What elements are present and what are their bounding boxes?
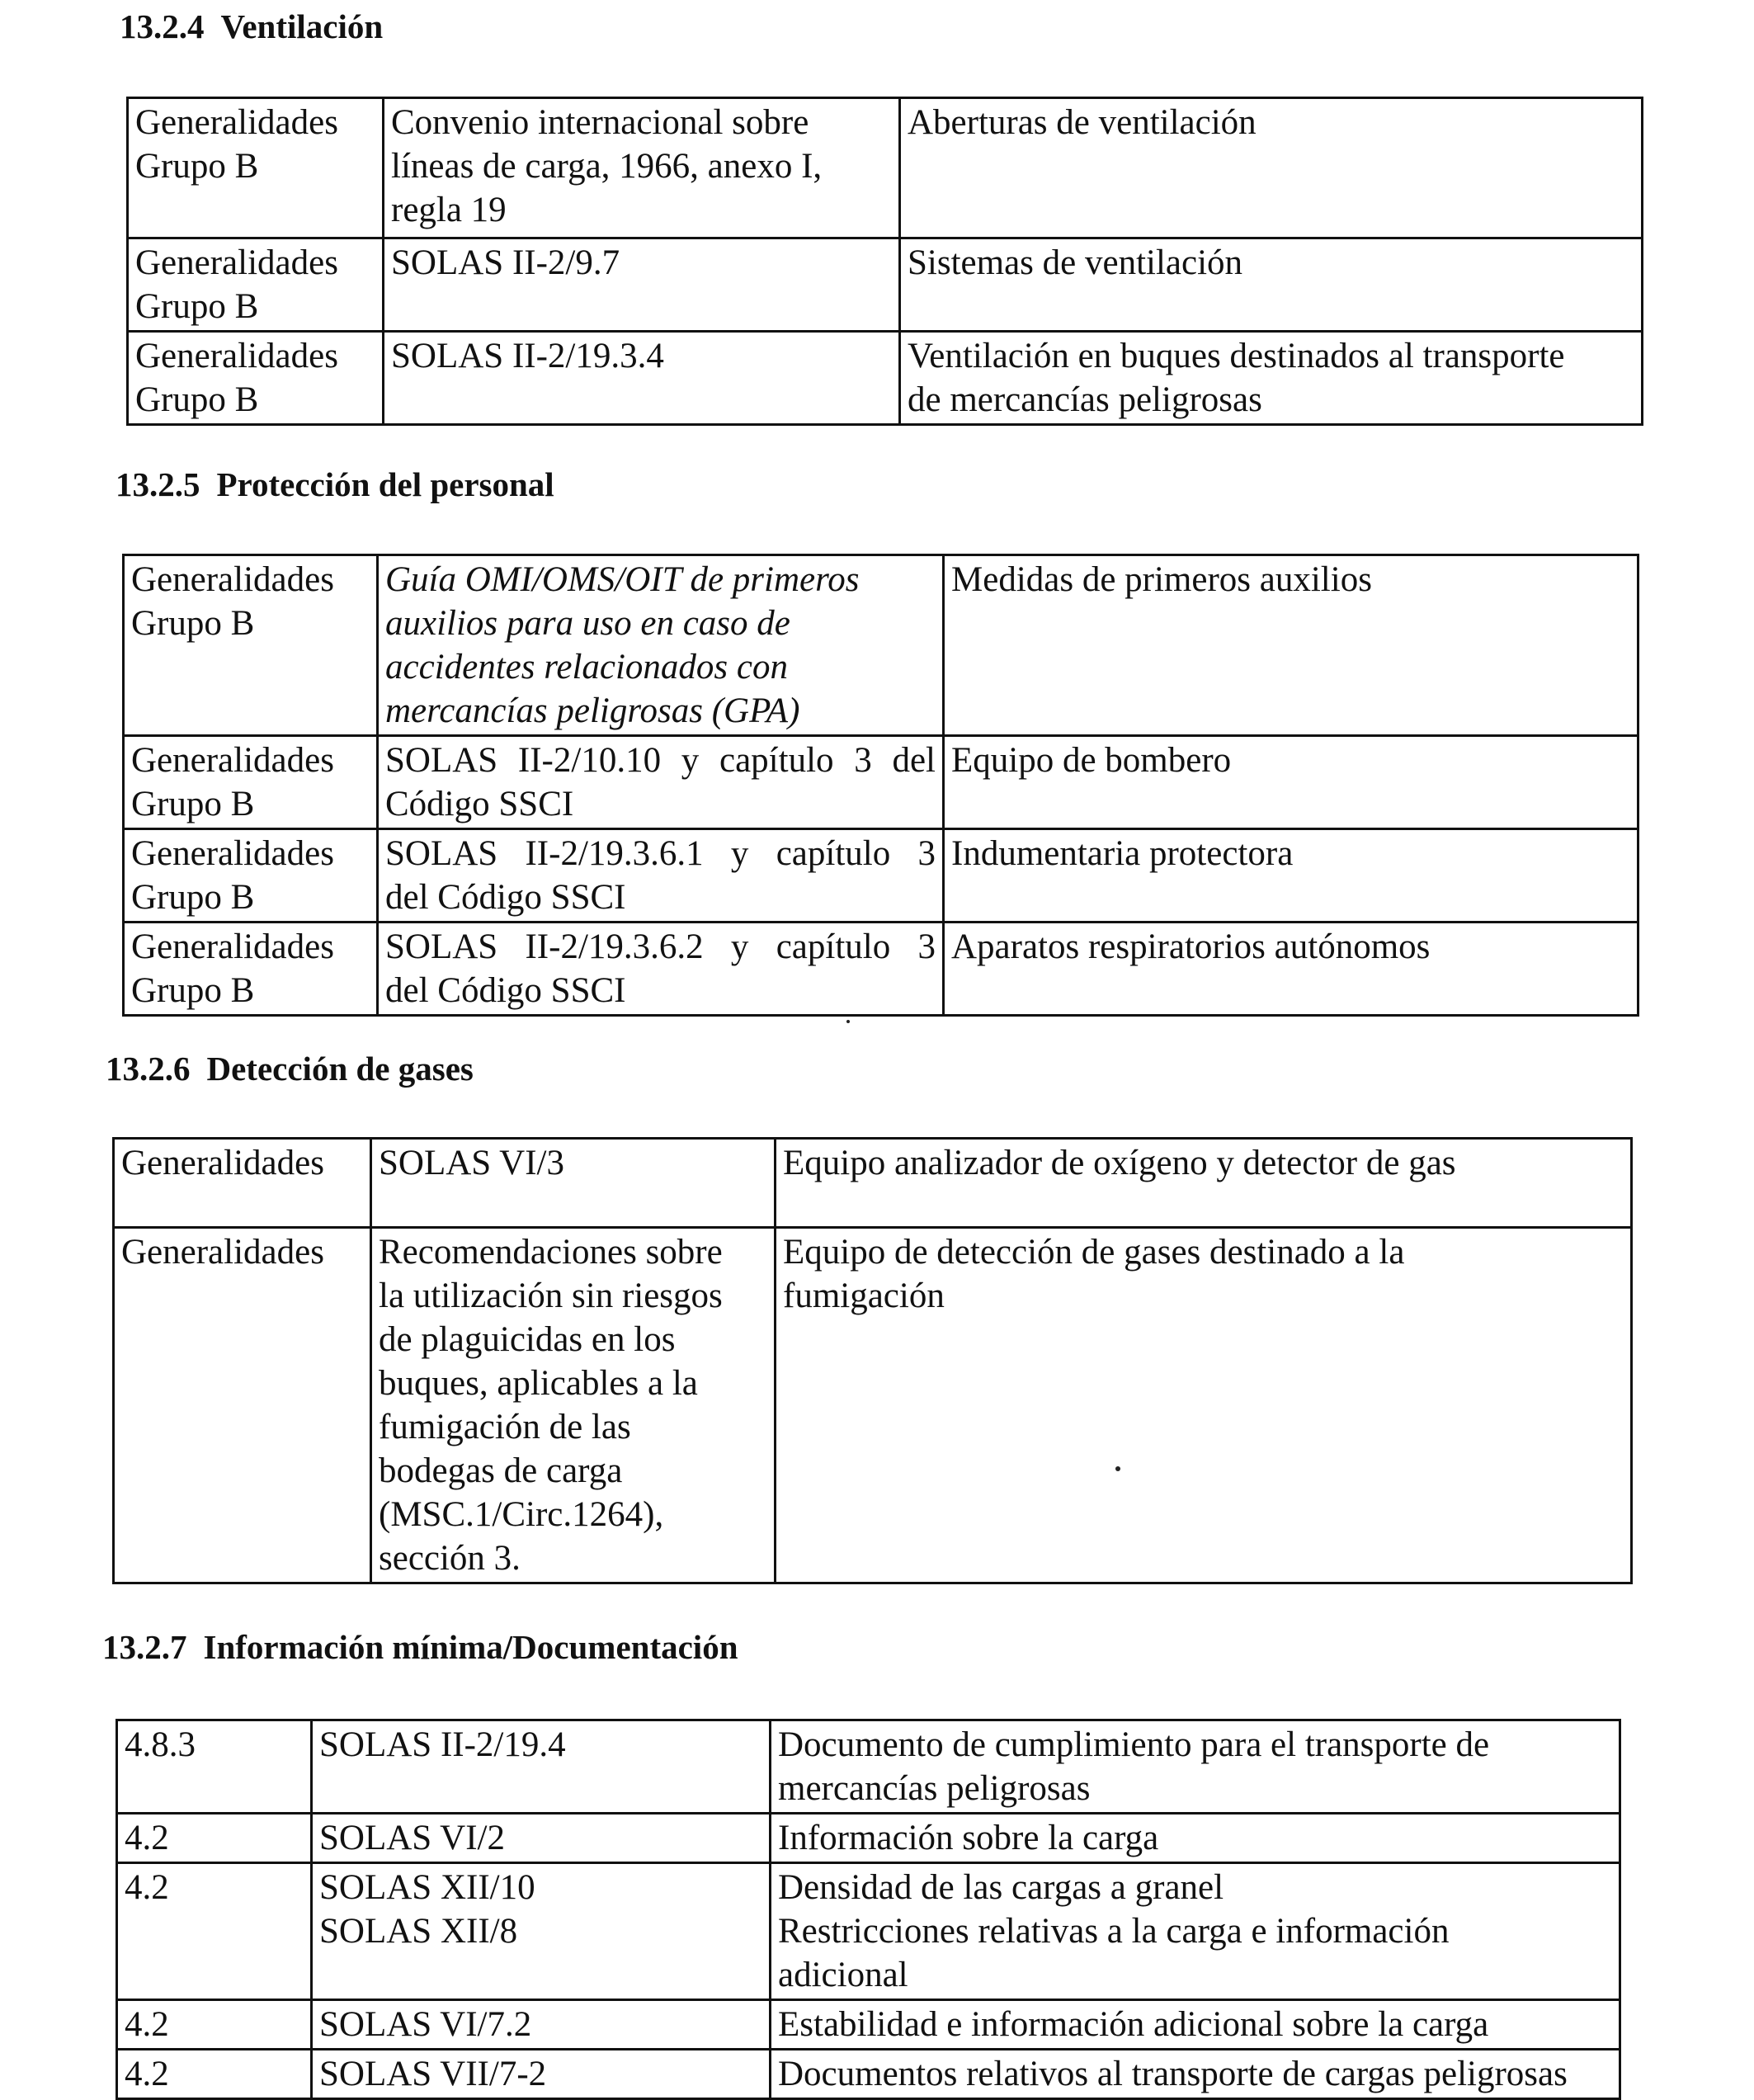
table-row (124, 555, 1638, 736)
section-number: 13.2.7 (102, 1628, 187, 1666)
gas-detection-table (112, 1137, 1633, 1584)
section-heading-13-2-4 (120, 7, 383, 46)
cell-line: del Código SSCI (385, 971, 626, 1010)
cell-line: Equipo de detección de gases destinado a la (783, 1233, 1405, 1272)
section-title: Ventilación (220, 7, 384, 45)
cell-line: Equipo analizador de oxígeno y detector de gas (783, 1144, 1456, 1182)
subject-cell (776, 1139, 1632, 1228)
cell-line: SOLAS VII/7-2 (319, 2055, 547, 2093)
cell-line: buques, aplicables a la (379, 1364, 698, 1403)
group-cell (124, 923, 378, 1016)
reference-cell (312, 1814, 771, 1863)
group-cell (117, 1720, 312, 1814)
subject-cell (771, 2050, 1620, 2099)
group-cell (124, 736, 378, 829)
cell-line: accidentes relacionados con (385, 648, 788, 687)
cell-line: bodegas de carga (379, 1451, 623, 1490)
cell-line: auxilios para uso en caso de (385, 604, 790, 643)
table-row (128, 332, 1643, 425)
cell-line: fumigación (783, 1277, 945, 1315)
table-row (124, 923, 1638, 1016)
cell-line: de mercancías peligrosas (908, 380, 1262, 419)
reference-cell (371, 1139, 776, 1228)
cell-line: Grupo B (135, 380, 259, 419)
cell-line: Medidas de primeros auxilios (951, 560, 1372, 599)
cell-line: Grupo B (135, 147, 259, 186)
cell-line: Densidad de las cargas a granel (778, 1868, 1224, 1907)
cell-line: SOLAS II-2/19.3.6.1 y capítulo 3 (385, 834, 936, 873)
group-cell (124, 829, 378, 923)
cell-line: Documento de cumplimiento para el transporte de (778, 1725, 1490, 1764)
cell-line: Código SSCI (385, 785, 574, 823)
personnel-protection-table (122, 554, 1639, 1017)
cell-line: Estabilidad e información adicional sobre la carga (778, 2005, 1489, 2044)
subject-cell (776, 1228, 1632, 1583)
section-number: 13.2.4 (120, 7, 205, 45)
cell-line: Equipo de bombero (951, 741, 1232, 780)
reference-cell (371, 1228, 776, 1583)
section-title: Detección de gases (206, 1050, 474, 1088)
group-cell (117, 1863, 312, 2000)
ventilation-table (126, 97, 1643, 426)
subject-cell (944, 555, 1638, 736)
table-row (128, 98, 1643, 238)
cell-line: SOLAS VI/3 (379, 1144, 564, 1182)
section-title: Información mínima/Documentación (203, 1628, 738, 1666)
scan-speck (846, 1020, 850, 1023)
reference-cell (378, 555, 944, 736)
subject-cell (900, 332, 1643, 425)
cell-line: Grupo B (131, 604, 255, 643)
section-heading-13-2-5 (116, 465, 554, 504)
cell-line: SOLAS VI/2 (319, 1819, 505, 1857)
table-row (114, 1228, 1632, 1583)
cell-line: Convenio internacional sobre (391, 103, 809, 142)
cell-line: sección 3. (379, 1539, 521, 1578)
cell-line: (MSC.1/Circ.1264), (379, 1495, 664, 1534)
table-row (124, 736, 1638, 829)
reference-cell (312, 1863, 771, 2000)
subject-cell (771, 1863, 1620, 2000)
table-row (128, 238, 1643, 332)
table-row (117, 1863, 1620, 2000)
reference-cell (378, 829, 944, 923)
cell-line: Generalidades (135, 337, 338, 375)
cell-line: SOLAS II-2/9.7 (391, 243, 620, 282)
cell-line: Generalidades (131, 927, 334, 966)
cell-line: Aberturas de ventilación (908, 103, 1257, 142)
cell-line: Grupo B (131, 971, 255, 1010)
cell-line: Información sobre la carga (778, 1819, 1159, 1857)
table-row (117, 1720, 1620, 1814)
cell-line: Generalidades (135, 103, 338, 142)
section-heading-13-2-7 (102, 1627, 738, 1667)
group-cell (117, 2050, 312, 2099)
reference-cell (384, 238, 900, 332)
cell-line: Recomendaciones sobre (379, 1233, 723, 1272)
group-cell (117, 1814, 312, 1863)
cell-line: la utilización sin riesgos (379, 1277, 723, 1315)
group-cell (114, 1139, 371, 1228)
section-number: 13.2.5 (116, 465, 200, 503)
cell-line: 4.2 (125, 2055, 169, 2093)
cell-line: Indumentaria protectora (951, 834, 1294, 873)
cell-line: Guía OMI/OMS/OIT de primeros (385, 560, 860, 599)
cell-line: Documentos relativos al transporte de cargas peligrosas (778, 2055, 1568, 2093)
subject-cell (944, 923, 1638, 1016)
cell-line: regla 19 (391, 191, 507, 229)
subject-cell (944, 736, 1638, 829)
cell-line: Generalidades (135, 243, 338, 282)
cell-line: SOLAS II-2/19.3.4 (391, 337, 664, 375)
table-row (114, 1139, 1632, 1228)
group-cell (114, 1228, 371, 1583)
reference-cell (384, 98, 900, 238)
cell-line: Generalidades (121, 1144, 324, 1182)
cell-line: Grupo B (131, 878, 255, 917)
cell-line: adicional (778, 1956, 908, 1994)
cell-line: mercancías peligrosas (778, 1769, 1091, 1808)
group-cell (124, 555, 378, 736)
cell-line: Restricciones relativas a la carga e información (778, 1912, 1450, 1951)
cell-line: Grupo B (131, 785, 255, 823)
table-row (117, 1814, 1620, 1863)
group-cell (128, 98, 384, 238)
cell-line: líneas de carga, 1966, anexo I, (391, 147, 823, 186)
cell-line: fumigación de las (379, 1408, 631, 1446)
cell-line: SOLAS II-2/19.4 (319, 1725, 566, 1764)
cell-line: Generalidades (131, 560, 334, 599)
table-row (124, 829, 1638, 923)
cell-line: SOLAS XII/8 (319, 1912, 518, 1951)
cell-line: 4.2 (125, 2005, 169, 2044)
reference-cell (378, 736, 944, 829)
cell-line: Ventilación en buques destinados al transporte (908, 337, 1565, 375)
table-row (117, 2000, 1620, 2050)
cell-line: Aparatos respiratorios autónomos (951, 927, 1431, 966)
subject-cell (771, 1814, 1620, 1863)
cell-line: Generalidades (121, 1233, 324, 1272)
cell-line: 4.8.3 (125, 1725, 196, 1764)
cell-line: Generalidades (131, 741, 334, 780)
cell-line: SOLAS II-2/10.10 y capítulo 3 del (385, 741, 936, 780)
cell-line: SOLAS XII/10 (319, 1868, 535, 1907)
group-cell (128, 238, 384, 332)
reference-cell (312, 2000, 771, 2050)
cell-line: SOLAS VI/7.2 (319, 2005, 532, 2044)
cell-line: Grupo B (135, 287, 259, 326)
minimum-information-table (116, 1719, 1621, 2100)
group-cell (128, 332, 384, 425)
cell-line: del Código SSCI (385, 878, 626, 917)
section-number: 13.2.6 (106, 1050, 191, 1088)
cell-line: Generalidades (131, 834, 334, 873)
cell-line: de plaguicidas en los (379, 1320, 676, 1359)
scan-speck (1115, 1466, 1120, 1471)
reference-cell (384, 332, 900, 425)
subject-cell (944, 829, 1638, 923)
cell-line: mercancías peligrosas (GPA) (385, 691, 800, 730)
cell-line: Sistemas de ventilación (908, 243, 1243, 282)
reference-cell (312, 1720, 771, 1814)
cell-line: 4.2 (125, 1819, 169, 1857)
reference-cell (378, 923, 944, 1016)
subject-cell (900, 238, 1643, 332)
subject-cell (771, 1720, 1620, 1814)
table-row (117, 2050, 1620, 2099)
cell-line: 4.2 (125, 1868, 169, 1907)
group-cell (117, 2000, 312, 2050)
section-title: Protección del personal (216, 465, 554, 503)
subject-cell (771, 2000, 1620, 2050)
subject-cell (900, 98, 1643, 238)
reference-cell (312, 2050, 771, 2099)
cell-line: SOLAS II-2/19.3.6.2 y capítulo 3 (385, 927, 936, 966)
section-heading-13-2-6 (106, 1049, 474, 1088)
